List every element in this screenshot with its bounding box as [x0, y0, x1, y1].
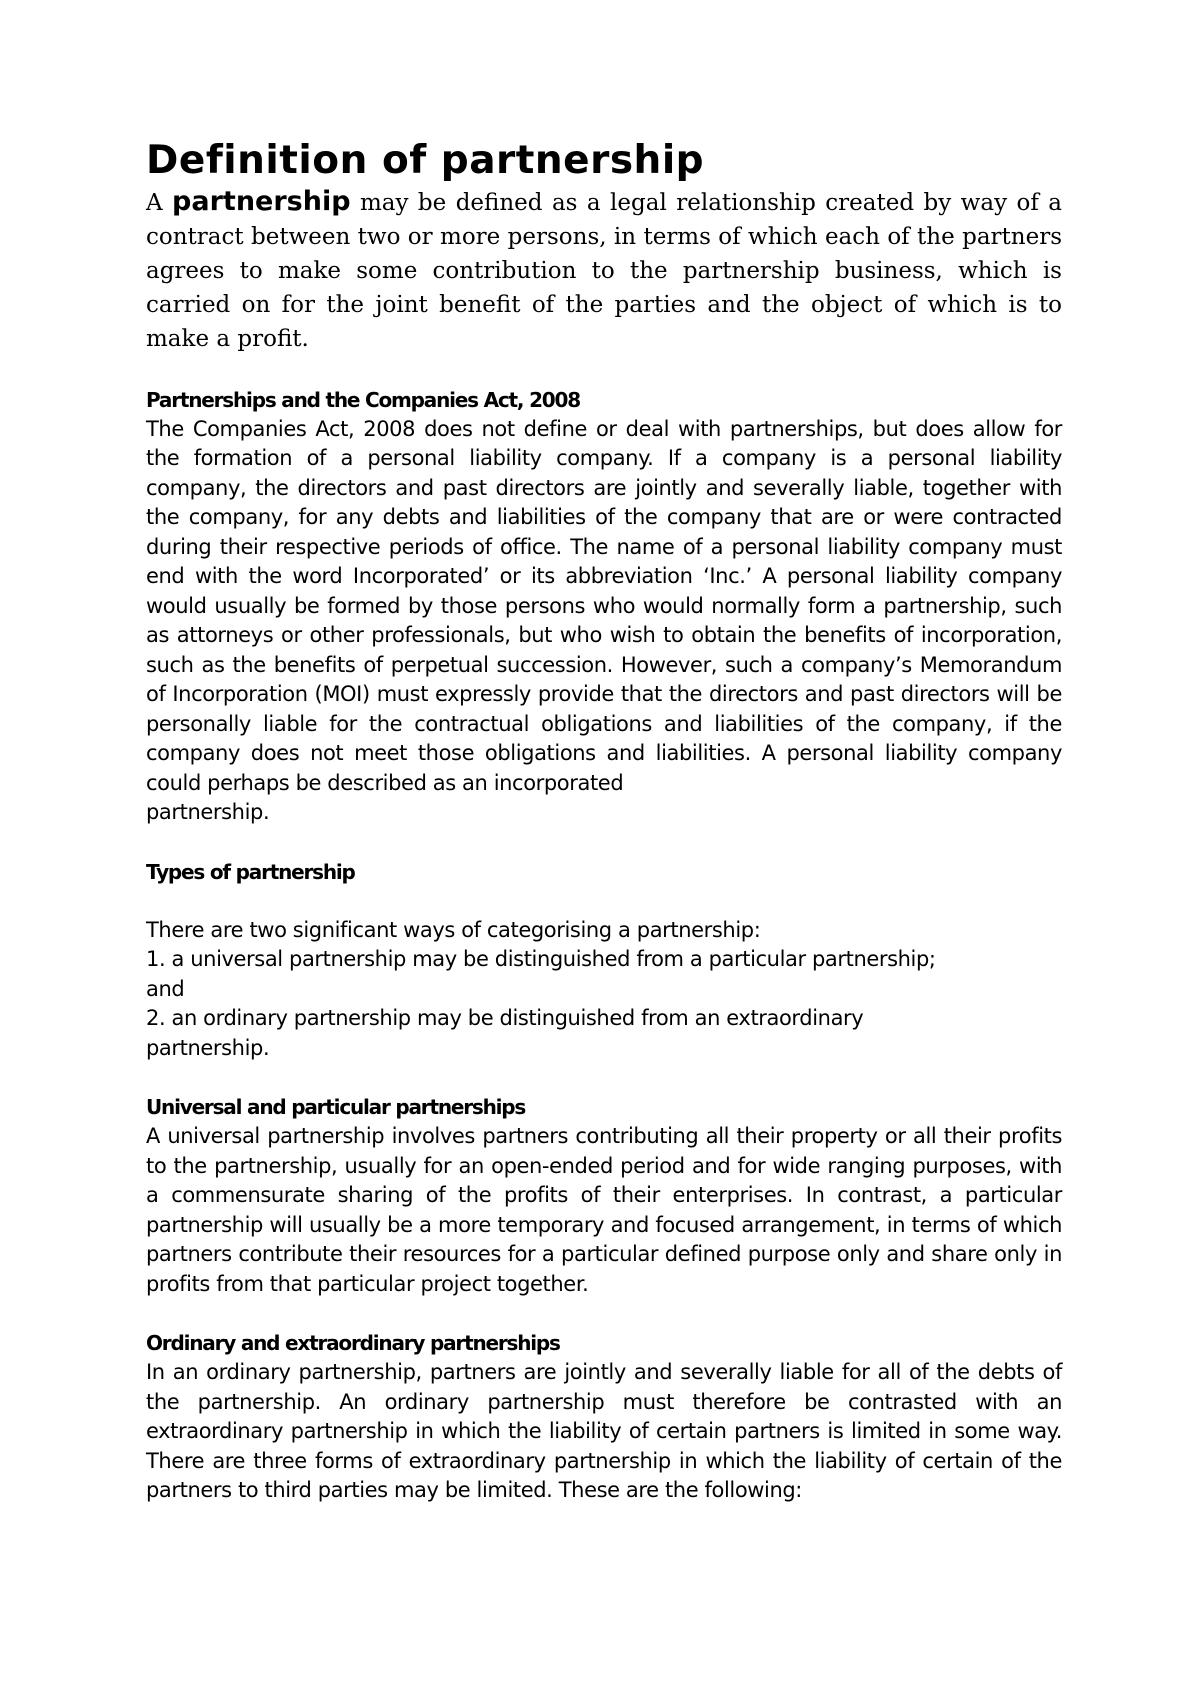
- section-universal: [146, 1093, 1062, 1299]
- types-item-1-tail: and: [146, 976, 185, 1001]
- heading-types: Types of partnership: [146, 859, 355, 884]
- intro-term: partnership: [172, 185, 351, 217]
- heading-universal: Universal and particular partnerships: [146, 1095, 526, 1120]
- paragraph-companies-act-tail: partnership.: [146, 800, 270, 825]
- heading-ordinary: Ordinary and extraordinary partnerships: [146, 1331, 560, 1356]
- paragraph-companies-act: The Companies Act, 2008 does not define or deal with partnerships, but does allow for the formation of a personal liability company. If a company is a personal liability company, the directors and past directors are jointly and severally liable, together with the company, for any debts and liabilities of the company that are or were contracted during their respective periods of office. The name of a personal liability company must end with the word Incorporated’ or its abbreviation ‘Inc.’ A personal liability company would usually be formed by those persons who would normally form a partnership, such as attorneys or other professionals, but who wish to obtain the benefits of incorporation, such as the benefits of perpetual succession. However, such a company’s Memorandum of Incorporation (MOI) must expressly provide that the directors and past directors will be personally liable for the contractual obligations and liabilities of the company, if the company does not meet those obligations and liabilities. A personal liability company could perhaps be described as an incorporated: [146, 416, 1062, 795]
- types-item-1: 1. a universal partnership may be distinguished from a particular partnership;: [146, 947, 936, 972]
- types-item-2: 2. an ordinary partnership may be distinguished from an extraordinary: [146, 1006, 864, 1031]
- section-ordinary: [146, 1329, 1062, 1506]
- spacer: [146, 887, 1062, 916]
- intro-prefix: A: [146, 189, 173, 216]
- types-item-2-tail: partnership.: [146, 1035, 270, 1060]
- paragraph-ordinary: In an ordinary partnership, partners are jointly and severally liable for all of the debts of the partnership. An ordinary partnership must therefore be contrasted with an extraordinary partnership in which the liability of certain partners is limited in some way. There are three forms of extraordinary partnership in which the liability of certain of the partners to third parties may be limited. These are the following:: [146, 1360, 1062, 1503]
- page-title: Definition of partnership: [146, 138, 705, 183]
- intro-text: may be defined as a legal relationship created by way of a contract between two or more persons, in terms of which each of the partners agrees to make some contribution to the partnership business, which is carried on for the joint benefit of the parties and the object of which is to make a profit.: [146, 189, 1062, 352]
- heading-companies-act: Partnerships and the Companies Act, 2008: [146, 387, 580, 412]
- section-companies-act: [146, 386, 1062, 828]
- types-intro: There are two significant ways of categorising a partnership:: [146, 917, 761, 942]
- document-page: [146, 138, 1062, 1506]
- section-types: [146, 858, 1062, 1064]
- paragraph-universal: A universal partnership involves partners contributing all their property or all their profits to the partnership, usually for an open-ended period and for wide ranging purposes, with a commensurate sharing of the profits of their enterprises. In contrast, a particular partnership will usually be a more temporary and focused arrangement, in terms of which partners contribute their resources for a particular defined purpose only and share only in profits from that particular project together.: [146, 1124, 1062, 1296]
- intro-paragraph: [146, 185, 1062, 356]
